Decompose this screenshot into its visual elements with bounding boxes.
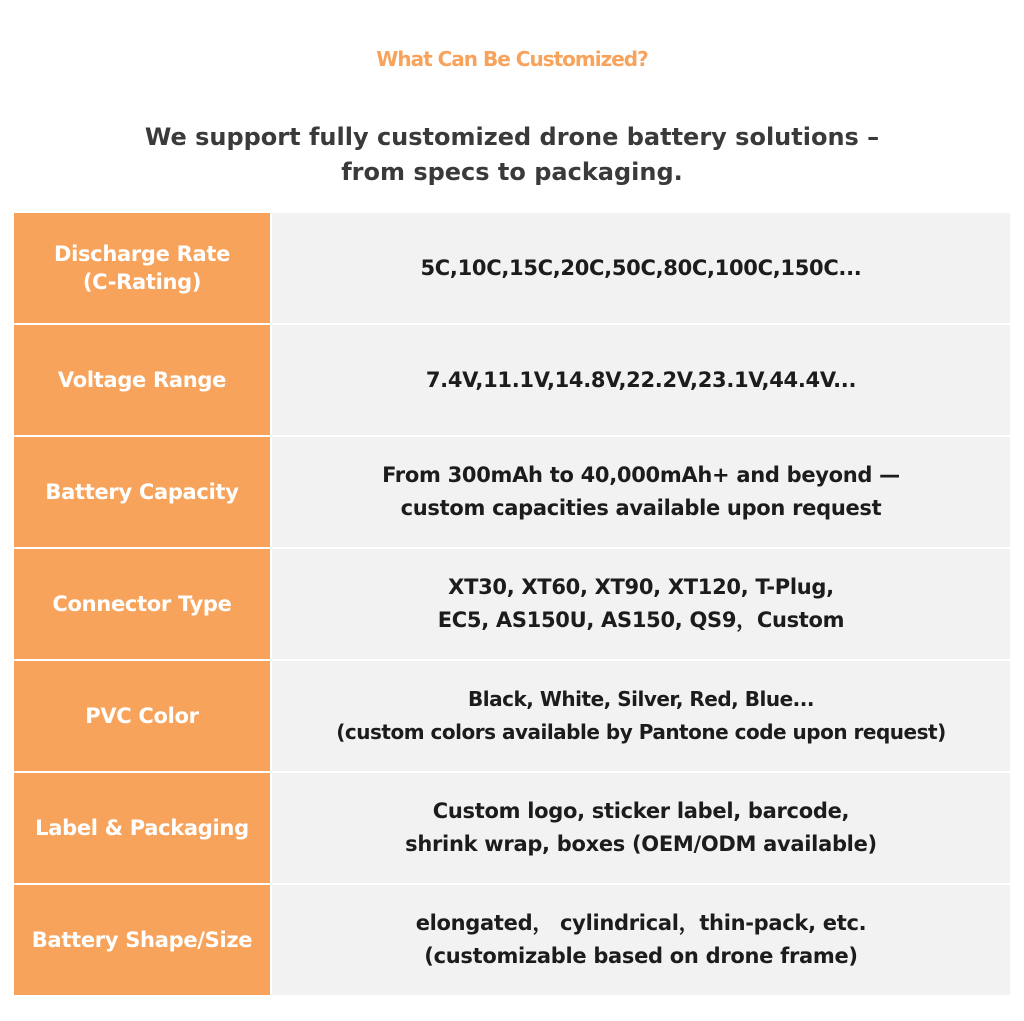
- subtitle-line-2: from specs to packaging.: [341, 158, 683, 186]
- row-label-line: PVC Color: [85, 704, 199, 728]
- row-label: [14, 549, 270, 659]
- row-value-line: XT30, XT60, XT90, XT120, T-Plug,: [448, 575, 834, 599]
- row-value: [272, 885, 1010, 995]
- table-row-discharge-rate: [14, 213, 1010, 323]
- row-value: [272, 325, 1010, 435]
- row-label: [14, 885, 270, 995]
- row-label: [14, 213, 270, 323]
- row-label: [14, 773, 270, 883]
- row-label-line: Battery Shape/Size: [31, 928, 253, 952]
- row-value: [272, 213, 1010, 323]
- row-value: [272, 437, 1010, 547]
- row-value-line: shrink wrap, boxes (OEM/ODM available): [405, 832, 877, 856]
- row-label-line: Connector Type: [52, 592, 232, 616]
- row-label: [14, 661, 270, 771]
- subtitle-line-1: We support fully customized drone battery solutions –: [144, 123, 880, 151]
- row-label-line: Label & Packaging: [35, 816, 249, 840]
- customization-table: [14, 213, 1010, 995]
- page-title: What Can Be Customized?: [376, 47, 648, 71]
- row-label: [14, 325, 270, 435]
- row-value-line: 7.4V,11.1V,14.8V,22.2V,23.1V,44.4V...: [425, 367, 857, 392]
- page-subtitle: [0, 120, 1024, 190]
- row-value-line: (customizable based on drone frame): [424, 944, 858, 968]
- row-value-line: EC5, AS150U, AS150, QS9，Custom: [437, 608, 845, 632]
- row-value: [272, 661, 1010, 771]
- row-value-line: (custom colors available by Pantone code upon request): [336, 720, 946, 744]
- row-value: [272, 773, 1010, 883]
- row-value-line: Custom logo, sticker label, barcode,: [432, 799, 850, 823]
- table-row-battery-capacity: [14, 437, 1010, 547]
- row-value-line: 5C,10C,15C,20C,50C,80C,100C,150C...: [420, 255, 862, 280]
- row-label-line: (C-Rating): [82, 270, 202, 294]
- table-row-battery-shape-size: [14, 885, 1010, 995]
- row-value-line: From 300mAh to 40,000mAh+ and beyond —: [382, 463, 900, 487]
- table-row-label-packaging: [14, 773, 1010, 883]
- row-value-line: custom capacities available upon request: [400, 496, 882, 520]
- table-row-connector-type: [14, 549, 1010, 659]
- row-label: [14, 437, 270, 547]
- row-value: [272, 549, 1010, 659]
- row-value-line: elongated， cylindrical，thin-pack, etc.: [415, 911, 867, 935]
- table-row-voltage-range: [14, 325, 1010, 435]
- row-value-line: Black, White, Silver, Red, Blue...: [468, 687, 814, 711]
- row-label-line: Battery Capacity: [45, 480, 239, 504]
- table-row-pvc-color: [14, 661, 1010, 771]
- row-label-line: Discharge Rate: [53, 242, 231, 266]
- row-label-line: Voltage Range: [57, 368, 227, 392]
